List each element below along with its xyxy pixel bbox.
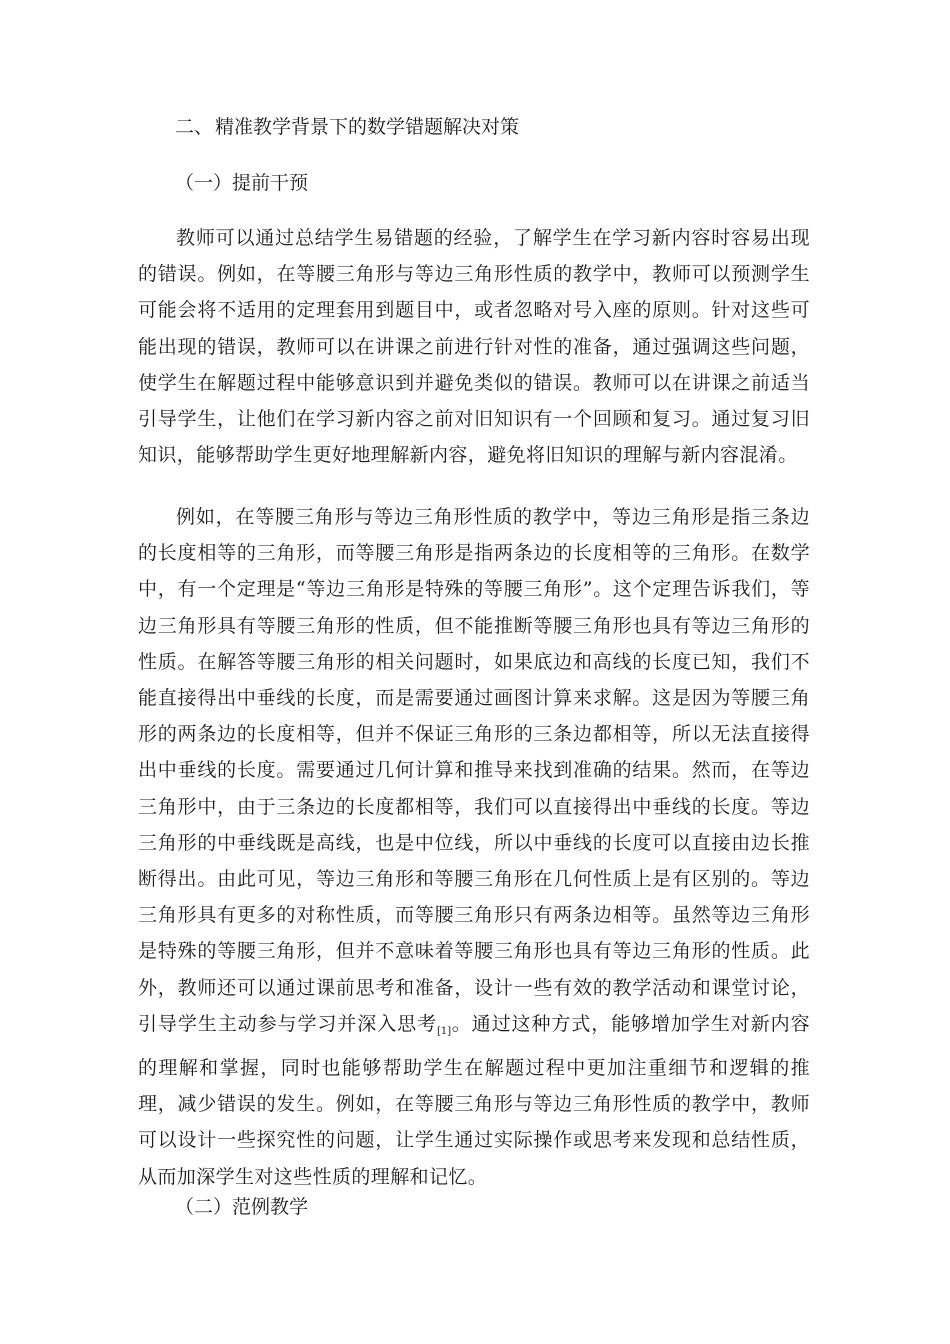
section-title: 精准教学背景下的数学错题解决对策 <box>215 116 520 138</box>
section-heading <box>175 110 519 144</box>
paragraph-1: 教师可以通过总结学生易错题的经验，了解学生在学习新内容时容易出现的错误。例如，在等腰三角形与等边三角形性质的教学中，教师可以预测学生可能会将不适用的定理套用到题目中，或者忽略对号入座的原则。针对这些可能出现的错误，教师可以在讲课之前进行针对性的准备，通过强调这些问题，使学生在解题过程中能够意识到并避免类似的错误。教师可以在讲课之前适当引导学生，让他们在学习新内容之前对旧知识有一个回顾和复习。通过复习旧知识，能够帮助学生更好地理解新内容，避免将旧知识的理解与新内容混淆。 <box>138 227 810 467</box>
section-number: 二、 <box>175 116 214 138</box>
paragraph-2 <box>138 499 810 1195</box>
citation-ref: [1] <box>437 1025 452 1037</box>
subsection-heading-1: （一）提前干预 <box>175 172 309 194</box>
subsection-heading-2: （二）范例教学 <box>175 1196 309 1218</box>
paragraph-2-text-a: 例如，在等腰三角形与等边三角形性质的教学中，等边三角形是指三条边的长度相等的三角形，而等腰三角形是指两条边的长度相等的三角形。在数学中，有一个定理是“等边三角形是特殊的等腰三角形”。这个定理告诉我们，等边三角形具有等腰三角形的性质，但不能推断等腰三角形也具有等边三角形的性质。在解答等腰三角形的相关问题时，如果底边和高线的长度已知，我们不能直接得出中垂线的长度，而是需要通过画图计算来求解。这是因为等腰三角形的两条边的长度相等，但并不保证三角形的三条边都相等，所以无法直接得出中垂线的长度。需要通过几何计算和推导来找到准确的结果。然而，在等边三角形中，由于三条边的长度都相等，我们可以直接得出中垂线的长度。等边三角形的中垂线既是高线，也是中位线，所以中垂线的长度可以直接由边长推断得出。由此可见，等边三角形和等腰三角形在几何性质上是有区别的。等边三角形具有更多的对称性质，而等腰三角形只有两条边相等。虽然等边三角形是特殊的等腰三角形，但并不意味着等腰三角形也具有等边三角形的性质。此外，教师还可以通过课前思考和准备，设计一些有效的教学活动和课堂讨论，引导学生主动参与学习并深入思考 <box>138 506 810 1035</box>
paragraph-2-text-b: 。通过这种方式，能够增加学生对新内容的理解和掌握，同时也能够帮助学生在解题过程中更加注重细节和逻辑的推理，减少错误的发生。例如，在等腰三角形与等边三角形性质的教学中，教师可以设计一些探究性的问题，让学生通过实际操作或思考来发现和总结性质，从而加深学生对这些性质的理解和记忆。 <box>138 1012 810 1188</box>
